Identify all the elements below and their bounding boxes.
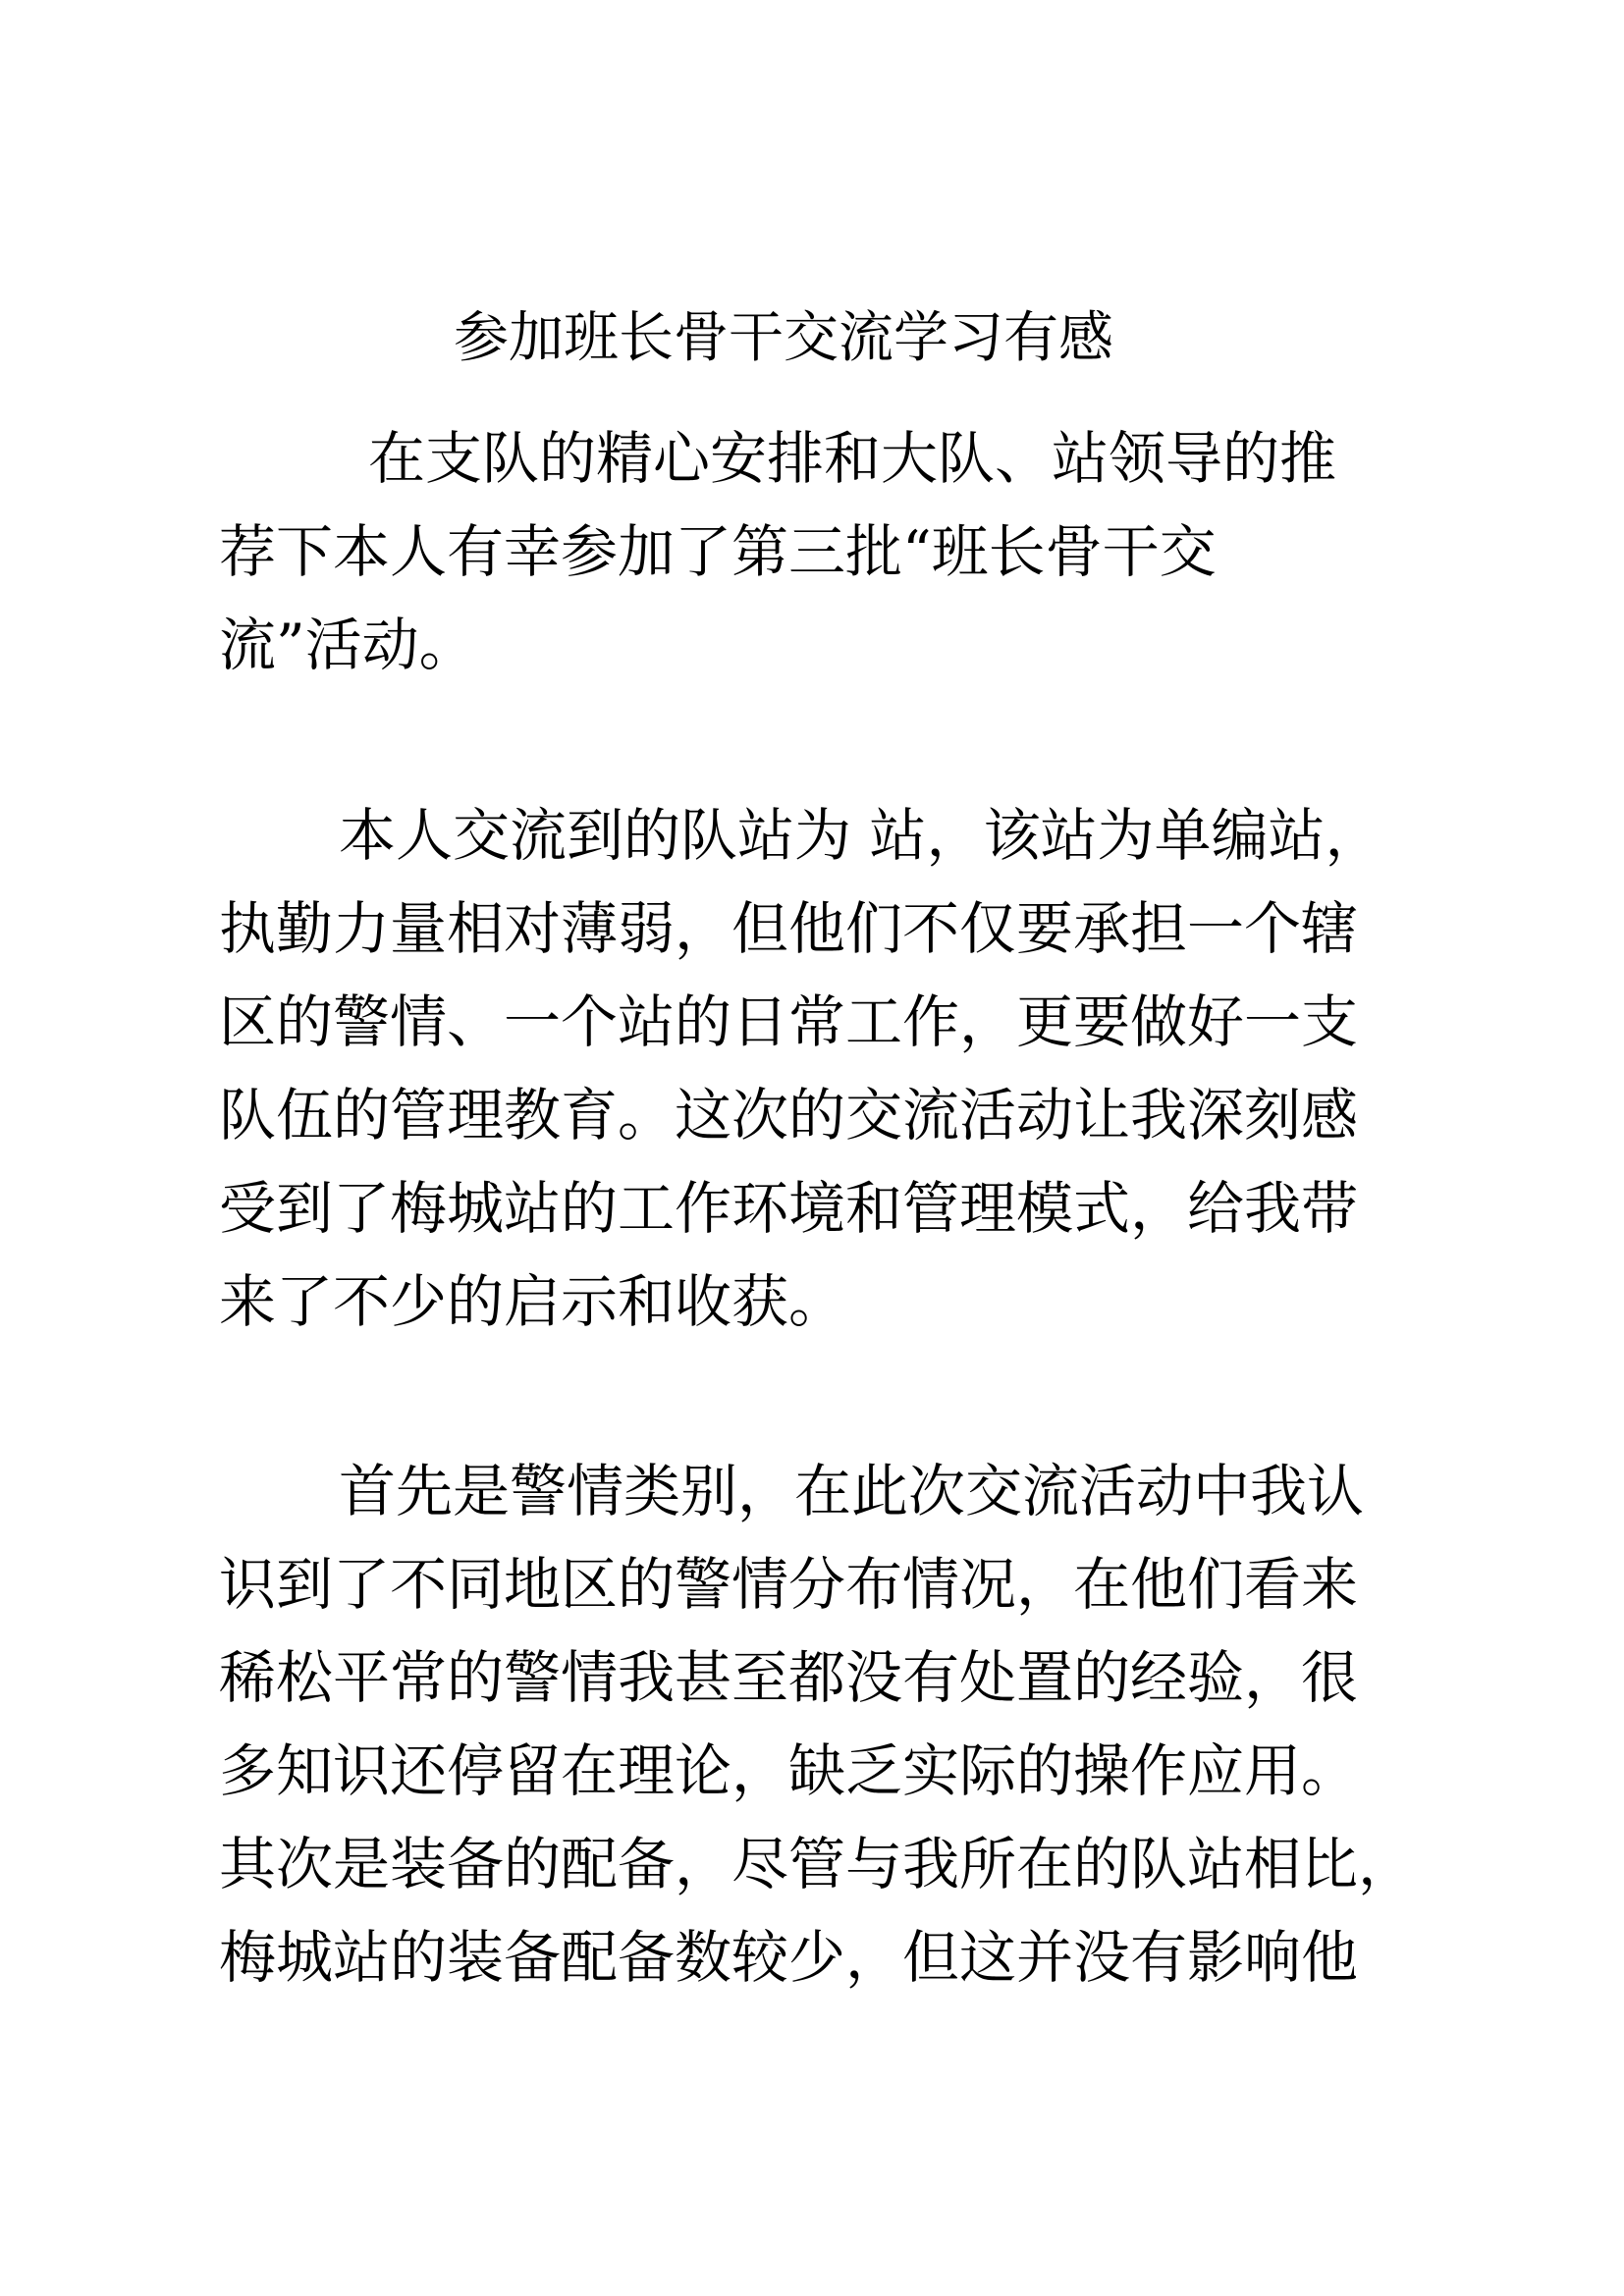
paragraph-line: 流”活动。 [219, 612, 476, 678]
paragraph-line: 多知识还停留在理论，缺乏实际的操作应用。 [219, 1737, 1359, 1804]
paragraph-line: 稀松平常的警情我甚至都没有处置的经验，很 [219, 1644, 1359, 1711]
paragraph-line: 其次是装备的配备，尽管与我所在的队站相比， [219, 1831, 1416, 1897]
paragraph-line: 执勤力量相对薄弱，但他们不仅要承担一个辖 [219, 895, 1359, 962]
paragraph-line: 荐下本人有幸参加了第三批“班长骨干交 [219, 518, 1217, 585]
paragraph-line: 受到了梅城站的工作环境和管理模式，给我带 [219, 1175, 1359, 1242]
paragraph-line: 在支队的精心安排和大队、站领导的推 [368, 425, 1337, 492]
paragraph-line: 本人交流到的队站为 站，该站为单编站， [339, 802, 1382, 869]
document-title: 参加班长骨干交流学习有感 [454, 306, 1113, 370]
paragraph-line: 梅城站的装备配备数较少，但这并没有影响他 [219, 1924, 1359, 1991]
paragraph-line: 识到了不同地区的警情分布情况，在他们看来 [219, 1551, 1359, 1618]
paragraph-line: 首先是警情类别，在此次交流活动中我认 [339, 1458, 1365, 1524]
paragraph-line: 队伍的管理教育。这次的交流活动让我深刻感 [219, 1082, 1359, 1148]
paragraph-line: 来了不少的启示和收获。 [219, 1268, 846, 1335]
paragraph-line: 区的警情、一个站的日常工作，更要做好一支 [219, 988, 1359, 1055]
